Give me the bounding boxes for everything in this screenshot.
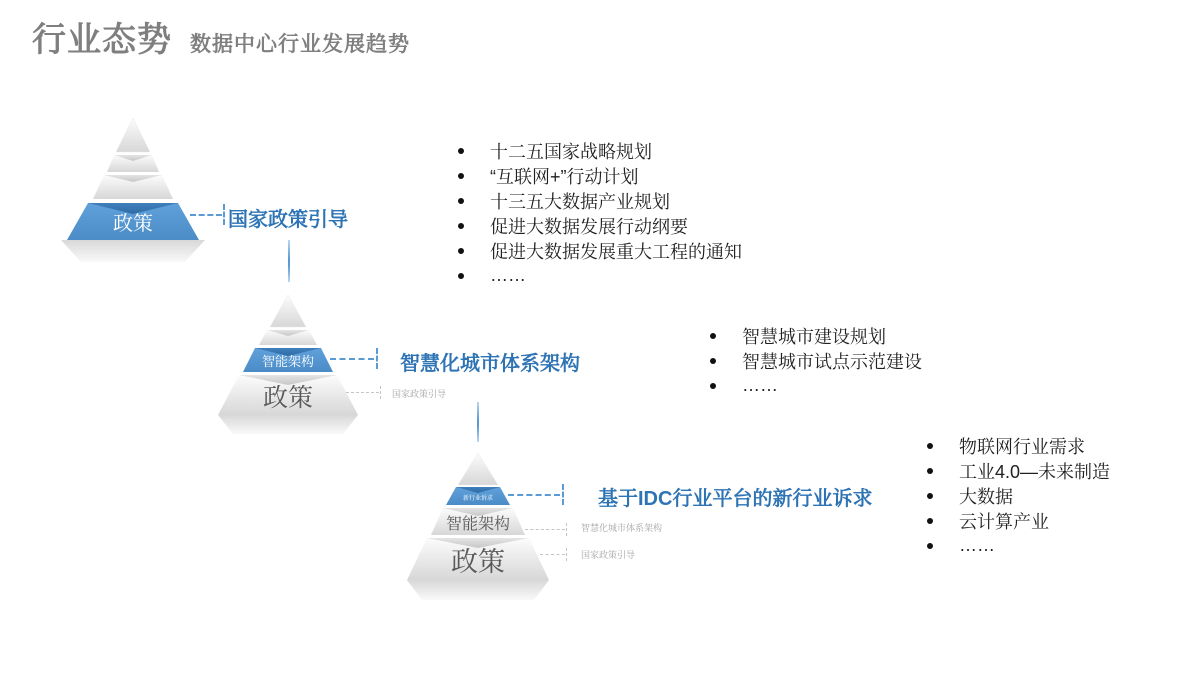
bullet-icon	[458, 148, 464, 154]
callout-smart-city: 智慧化城市体系架构	[400, 353, 580, 375]
bullet-icon	[927, 443, 933, 449]
connector-vertical-2	[477, 402, 479, 442]
pyramid-3-apex	[458, 453, 498, 485]
list-item: 智慧城市试点示范建设	[710, 348, 922, 373]
connector-dash-2	[330, 358, 374, 360]
callout-policy-guidance: 国家政策引导	[228, 209, 348, 231]
list-item: “互联网+”行动计划	[458, 163, 742, 188]
bullet-icon	[458, 173, 464, 179]
pyramid-2-base-label: 政策	[262, 384, 314, 412]
bullet-icon	[458, 198, 464, 204]
bullet-icon	[927, 493, 933, 499]
list-item: 十二五国家战略规划	[458, 138, 742, 163]
bullet-icon	[458, 248, 464, 254]
bullet-icon	[710, 383, 716, 389]
page-title: 行业态势	[32, 21, 172, 59]
pyramid-1-tier-label: 政策	[113, 213, 153, 235]
bullet-icon	[710, 333, 716, 339]
pyramid-1-apex	[116, 118, 150, 152]
gray-tick-3a	[566, 523, 567, 536]
gray-tick-2	[380, 386, 381, 399]
bullet-list-2	[710, 323, 922, 398]
pyramid-2-blue-label: 智能架构	[261, 354, 315, 369]
list-item: 智慧城市建设规划	[710, 323, 922, 348]
pyramid-1-shadow	[61, 240, 205, 262]
bullet-icon	[927, 468, 933, 474]
connector-dash-1	[190, 214, 222, 216]
gray-dash-3b	[540, 554, 565, 555]
connector-dash-3	[508, 494, 560, 496]
bullet-list-1	[458, 138, 742, 288]
bullet-icon	[458, 273, 464, 279]
list-item: 促进大数据发展重大工程的通知	[458, 238, 742, 263]
pyramid-1	[53, 115, 213, 265]
list-item: ……	[927, 533, 1110, 558]
gray-tick-3b	[566, 548, 567, 561]
connector-vertical-1	[288, 240, 290, 282]
pyramid-2	[203, 288, 373, 438]
list-item: 物联网行业需求	[927, 433, 1110, 458]
pyramid-3-shadow	[407, 580, 549, 600]
callout-idc-platform: 基于IDC行业平台的新行业诉求	[598, 488, 873, 510]
gray-dash-2	[346, 392, 379, 393]
connector-tick-1	[223, 204, 225, 225]
list-item: 十三五大数据产业规划	[458, 188, 742, 213]
list-item: 促进大数据发展行动纲要	[458, 213, 742, 238]
connector-tick-2	[376, 348, 378, 369]
pyramid-2-shadow	[218, 415, 358, 434]
bullet-icon	[710, 358, 716, 364]
bullet-icon	[458, 223, 464, 229]
list-item: 云计算产业	[927, 508, 1110, 533]
side-label-policy-guidance: 国家政策引导	[392, 389, 447, 399]
title-row	[32, 12, 410, 61]
pyramid-3	[388, 450, 568, 615]
pyramid-3-mid-label: 智能架构	[445, 516, 511, 533]
side-label-policy-guidance-2: 国家政策引导	[581, 550, 636, 560]
list-item: ……	[710, 373, 922, 398]
page-subtitle: 数据中心行业发展趋势	[190, 33, 410, 56]
list-item: 大数据	[927, 483, 1110, 508]
list-item: 工业4.0—未来制造	[927, 458, 1110, 483]
bullet-icon	[927, 518, 933, 524]
gray-dash-3a	[525, 529, 565, 530]
side-label-smart-city: 智慧化城市体系架构	[581, 523, 663, 533]
pyramid-2-apex	[270, 295, 306, 327]
pyramid-3-blue-label: 新行业诉求	[462, 496, 494, 502]
pyramid-3-base-label: 政策	[451, 547, 505, 577]
connector-tick-3	[562, 484, 564, 505]
list-item: ……	[458, 263, 742, 288]
bullet-icon	[927, 543, 933, 549]
bullet-list-3	[927, 433, 1110, 558]
